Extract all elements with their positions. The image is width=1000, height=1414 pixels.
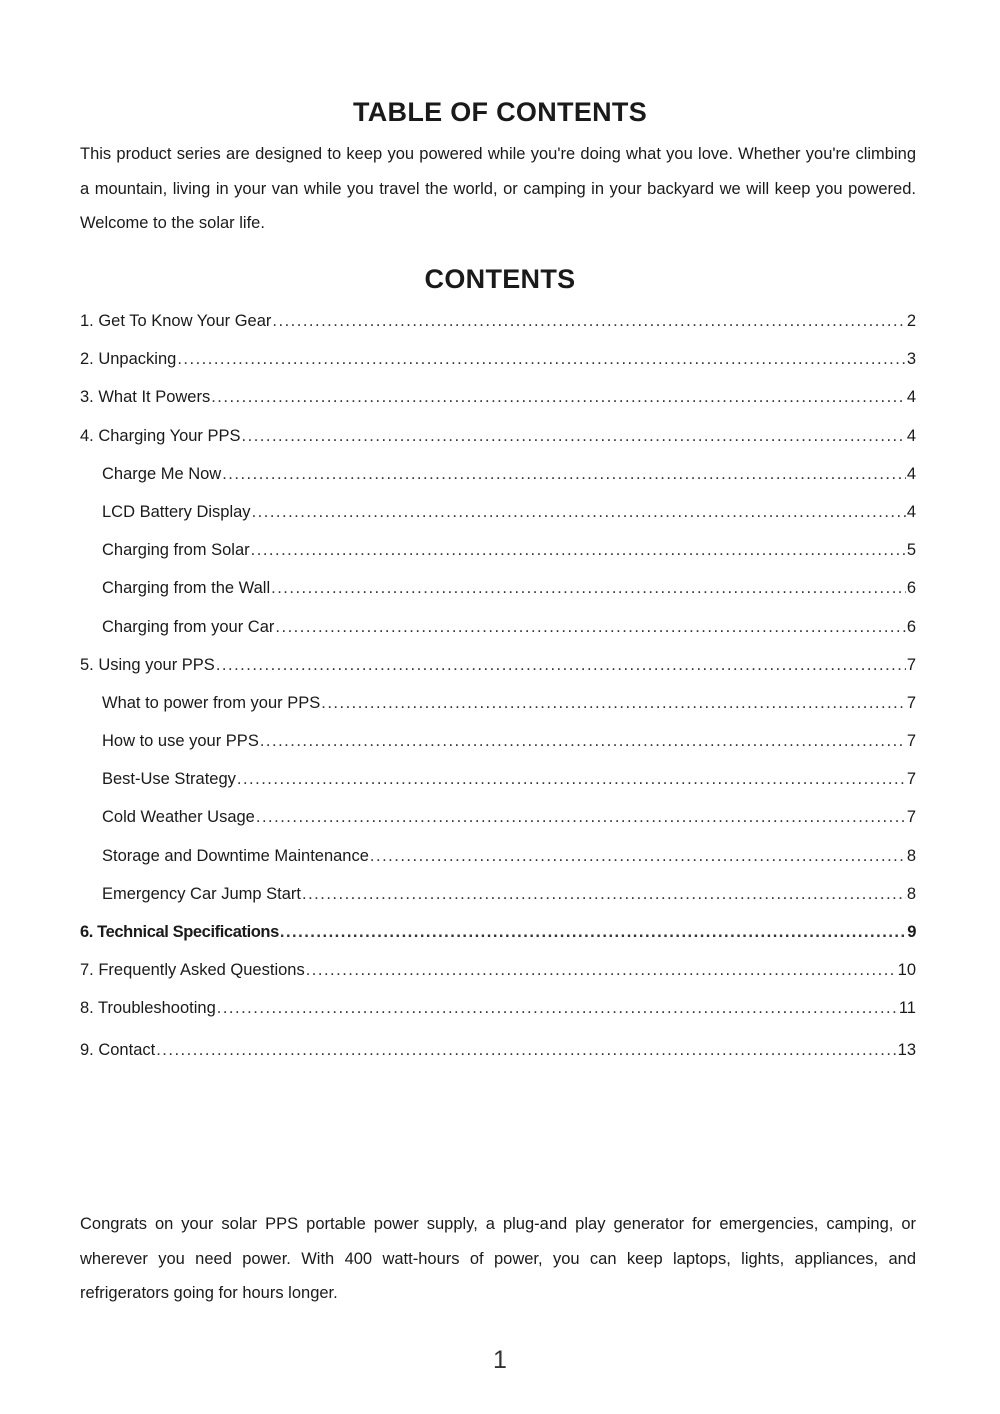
- toc-entry-page: 7: [906, 808, 916, 827]
- toc-entry-page: 4: [906, 464, 916, 483]
- table-of-contents: [80, 302, 916, 1069]
- toc-entry-page: 5: [906, 541, 916, 560]
- toc-leader-dots: [306, 951, 897, 989]
- toc-leader-dots: [256, 798, 906, 836]
- toc-entry-label: 7. Frequently Asked Questions: [80, 961, 305, 980]
- toc-entry-page: 2: [906, 312, 916, 330]
- toc-entry-emergency-jump-start[interactable]: [80, 875, 916, 913]
- toc-leader-dots: [280, 913, 906, 951]
- toc-entry-label: What to power from your PPS: [102, 693, 321, 712]
- toc-entry-label: How to use your PPS: [102, 732, 259, 751]
- toc-entry-what-to-power[interactable]: [80, 684, 916, 722]
- toc-leader-dots: [242, 417, 906, 455]
- toc-entry-page: 6: [906, 617, 916, 636]
- toc-entry-what-it-powers[interactable]: [80, 378, 916, 416]
- toc-entry-label: Emergency Car Jump Start: [102, 884, 301, 903]
- toc-entry-get-to-know-your-gear[interactable]: [80, 302, 916, 340]
- toc-entry-label: 1. Get To Know Your Gear: [80, 312, 272, 330]
- toc-entry-page: 9: [907, 923, 916, 941]
- toc-entry-page: 3: [906, 350, 916, 369]
- toc-entry-faq[interactable]: [80, 951, 916, 989]
- toc-entry-page: 7: [906, 655, 916, 674]
- toc-entry-label: 3. What It Powers: [80, 388, 211, 407]
- toc-entry-storage-maintenance[interactable]: [80, 837, 916, 875]
- toc-entry-best-use-strategy[interactable]: [80, 760, 916, 798]
- toc-entry-label: 9. Contact: [80, 1040, 156, 1059]
- toc-entry-unpacking[interactable]: [80, 340, 916, 378]
- toc-entry-label: 2. Unpacking: [80, 350, 177, 369]
- toc-entry-charging-from-your-car[interactable]: [80, 608, 916, 646]
- toc-entry-page: 4: [906, 388, 916, 407]
- page-title: TABLE OF CONTENTS: [352, 97, 648, 127]
- toc-leader-dots: [237, 760, 906, 798]
- toc-entry-label: Charge Me Now: [102, 464, 222, 483]
- toc-leader-dots: [211, 378, 906, 416]
- toc-leader-dots: [321, 684, 906, 722]
- toc-entry-page: 7: [906, 732, 916, 751]
- toc-entry-label: 8. Troubleshooting: [80, 999, 216, 1018]
- toc-entry-label: 5. Using your PPS: [80, 655, 215, 674]
- contents-title: CONTENTS: [424, 264, 576, 294]
- toc-entry-troubleshooting[interactable]: [80, 989, 916, 1027]
- toc-entry-charging-your-pps[interactable]: [80, 417, 916, 455]
- toc-entry-label: Best-Use Strategy: [102, 770, 236, 789]
- toc-leader-dots: [271, 569, 906, 607]
- toc-entry-page: 8: [906, 884, 916, 903]
- toc-entry-cold-weather-usage[interactable]: [80, 798, 916, 836]
- toc-entry-label: 4. Charging Your PPS: [80, 426, 241, 445]
- toc-entry-page: 11: [898, 999, 916, 1018]
- toc-entry-label: 6. Technical Specifications: [80, 923, 279, 941]
- toc-leader-dots: [156, 1031, 896, 1069]
- toc-leader-dots: [302, 875, 906, 913]
- toc-entry-how-to-use[interactable]: [80, 722, 916, 760]
- toc-leader-dots: [217, 989, 898, 1027]
- toc-entry-label: Cold Weather Usage: [102, 808, 255, 827]
- toc-entry-charge-me-now[interactable]: [80, 455, 916, 493]
- toc-entry-page: 4: [906, 502, 916, 521]
- toc-leader-dots: [251, 531, 906, 569]
- page-number: 1: [493, 1346, 507, 1374]
- toc-entry-lcd-battery-display[interactable]: [80, 493, 916, 531]
- toc-leader-dots: [272, 302, 905, 340]
- toc-entry-label: Charging from the Wall: [102, 579, 271, 598]
- toc-leader-dots: [222, 455, 906, 493]
- toc-entry-charging-from-the-wall[interactable]: [80, 569, 916, 607]
- toc-entry-page: 4: [906, 426, 916, 445]
- toc-leader-dots: [252, 493, 906, 531]
- toc-entry-label: LCD Battery Display: [102, 502, 251, 521]
- closing-paragraph: Congrats on your solar PPS portable power supply, a plug-and play generator for emergencies, camping, or wherever you need power. With 400 watt-hours of power, you can keep laptops, lights, appliances, and refrigerators going for hours longer.: [80, 1215, 916, 1302]
- toc-entry-label: Storage and Downtime Maintenance: [102, 846, 369, 865]
- toc-entry-using-your-pps[interactable]: [80, 646, 916, 684]
- toc-entry-page: 13: [897, 1040, 916, 1059]
- toc-entry-page: 7: [906, 693, 916, 712]
- toc-entry-page: 6: [906, 579, 916, 598]
- toc-leader-dots: [275, 608, 905, 646]
- toc-leader-dots: [370, 837, 906, 875]
- intro-paragraph: This product series are designed to keep you powered while you're doing what you love. Whether you're climbing a mountain, living in your van while you travel the world, or camping in your backyard we will keep you powered. Welcome to the solar life.: [80, 145, 916, 232]
- toc-entry-label: Charging from Solar: [102, 541, 250, 560]
- toc-entry-contact[interactable]: [80, 1031, 916, 1069]
- toc-entry-charging-from-solar[interactable]: [80, 531, 916, 569]
- toc-leader-dots: [177, 340, 906, 378]
- toc-leader-dots: [216, 646, 906, 684]
- toc-entry-page: 7: [906, 770, 916, 789]
- toc-entry-technical-specifications[interactable]: [80, 913, 916, 951]
- toc-entry-page: 10: [897, 961, 916, 980]
- toc-leader-dots: [260, 722, 906, 760]
- toc-entry-page: 8: [906, 846, 916, 865]
- toc-entry-label: Charging from your Car: [102, 617, 275, 636]
